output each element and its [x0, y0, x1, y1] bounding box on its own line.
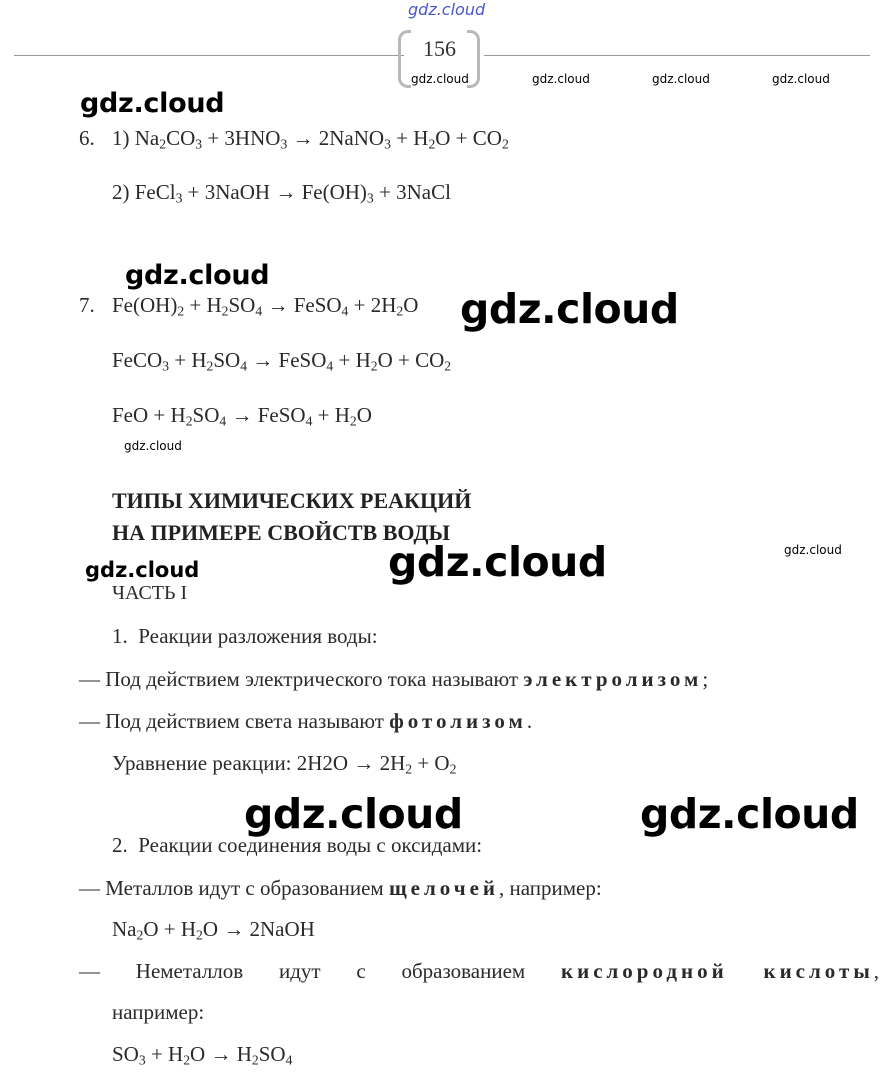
- reaction-equation: Уравнение реакции: $2H2O \to 2H_2 + O_2$: [112, 751, 457, 777]
- task6-reaction-1: 1) $Na_2CO_3 + 3HNO_3$ → 2NaNO$_3$ + $H_2O + CO_2$: [112, 126, 509, 152]
- part-label: ЧАСТЬ I: [112, 582, 188, 604]
- section-title-line-1: ТИПЫ ХИМИЧЕСКИХ РЕАКЦИЙ: [112, 488, 472, 513]
- item-1: 1. Реакции разложения воды:: [112, 624, 378, 648]
- watermark: gdz.cloud: [652, 72, 710, 86]
- task7-equation-3: FeO + $H_2SO_4$ → FeSO$_4$ + $H_2O$: [112, 403, 372, 429]
- watermark: gdz.cloud: [388, 538, 607, 586]
- task6-reaction-2: 2) FeCl$_3$ + 3NaOH → $Fe(OH)_3$ + 3NaCl: [112, 180, 451, 206]
- equation-nonmetal-oxide: $SO_3 + H_2O \to H_2SO_4$: [112, 1042, 293, 1068]
- header-rule-left: [14, 55, 404, 56]
- watermark-top: gdz.cloud: [408, 0, 486, 19]
- watermark: gdz.cloud: [125, 260, 270, 291]
- dash-line-nonmetals: — Неметаллов идут с образованием кислородной кислоты,: [79, 959, 879, 983]
- task7-equation-1: $Fe(OH)_2 + H_2SO_4$ → FeSO$_4$ + $2H_2O$: [112, 293, 419, 319]
- watermark: gdz.cloud: [411, 72, 469, 86]
- dash-line-metals: — Металлов идут с образованием щелочей, например:: [79, 876, 602, 900]
- page-number-bracket-right: [467, 30, 480, 88]
- watermark: gdz.cloud: [532, 72, 590, 86]
- dash-line-electrolysis: — Под действием электрического тока называют электролизом;: [79, 667, 709, 691]
- dash-line-nonmetals-continued: например:: [112, 1000, 205, 1024]
- dash-line-photolysis: — Под действием света называют фотолизом.: [79, 709, 533, 733]
- header-rule-right: [484, 55, 870, 56]
- watermark: gdz.cloud: [124, 439, 182, 453]
- page-number-bracket-left: [398, 30, 411, 88]
- watermark: gdz.cloud: [772, 72, 830, 86]
- task6-number: 6.: [79, 126, 95, 150]
- watermark: gdz.cloud: [244, 790, 463, 838]
- task7-number: 7.: [79, 293, 95, 317]
- item-2: 2. Реакции соединения воды с оксидами:: [112, 833, 483, 857]
- section-title-line-2: НА ПРИМЕРЕ СВОЙСТВ ВОДЫ: [112, 520, 451, 545]
- watermark: gdz.cloud: [85, 558, 200, 582]
- page-number: 156: [423, 36, 456, 61]
- watermark: gdz.cloud: [460, 285, 679, 333]
- task7-equation-2: FeCO$_3$ + $H_2SO_4$ → FeSO$_4$ + $H_2O + CO_2$: [112, 348, 452, 374]
- watermark: gdz.cloud: [640, 790, 859, 838]
- equation-metal-oxide: $Na_2O + H_2O$ → 2NaOH: [112, 917, 315, 943]
- watermark: gdz.cloud: [784, 543, 842, 557]
- watermark: gdz.cloud: [80, 88, 225, 119]
